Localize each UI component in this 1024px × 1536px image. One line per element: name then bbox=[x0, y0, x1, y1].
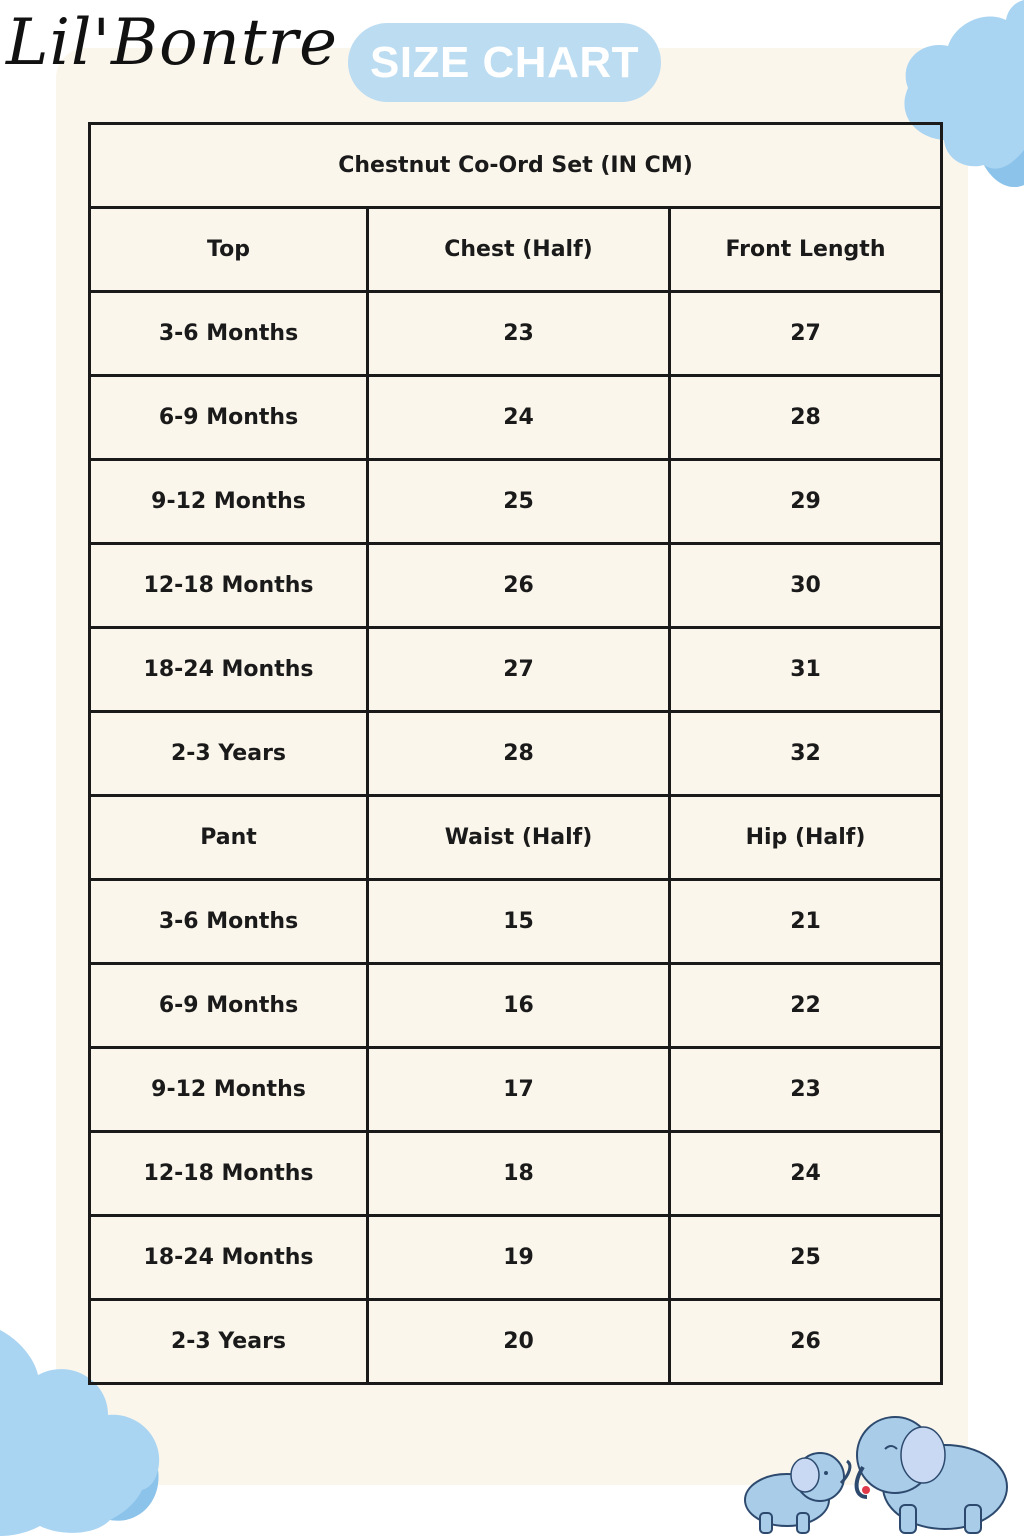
table-row-cell-2: 24 bbox=[368, 376, 670, 460]
table-row-cell-3: 26 bbox=[670, 1300, 942, 1384]
elephant-pair-icon bbox=[725, 1405, 1024, 1536]
table-row-cell-1: 6-9 Months bbox=[90, 964, 368, 1048]
table-row-cell-2: 15 bbox=[368, 880, 670, 964]
table-row-cell-1: 3-6 Months bbox=[90, 292, 368, 376]
table-row-cell-3: 28 bbox=[670, 376, 942, 460]
table-row bbox=[90, 1132, 942, 1216]
table-row-cell-3: 23 bbox=[670, 1048, 942, 1132]
pant-section-header-row bbox=[90, 796, 942, 880]
table-row-cell-2: 20 bbox=[368, 1300, 670, 1384]
table-row bbox=[90, 460, 942, 544]
table-row-cell-1: 9-12 Months bbox=[90, 460, 368, 544]
table-row bbox=[90, 712, 942, 796]
table-caption-row bbox=[90, 124, 942, 208]
table-row-cell-1: 3-6 Months bbox=[90, 880, 368, 964]
table-row-cell-2: 26 bbox=[368, 544, 670, 628]
table-row-cell-1: 12-18 Months bbox=[90, 544, 368, 628]
pant-section-header-row-cell-3: Hip (Half) bbox=[670, 796, 942, 880]
top-section-header-row-cell-1: Top bbox=[90, 208, 368, 292]
table-row-cell-1: 18-24 Months bbox=[90, 628, 368, 712]
brand-logo-text: Lil'Bontre bbox=[6, 6, 338, 80]
table-row-cell-1: 2-3 Years bbox=[90, 1300, 368, 1384]
table-row-cell-1: 6-9 Months bbox=[90, 376, 368, 460]
table-row bbox=[90, 376, 942, 460]
table-row-cell-2: 17 bbox=[368, 1048, 670, 1132]
brand-logo bbox=[0, 0, 338, 110]
table-row-cell-3: 27 bbox=[670, 292, 942, 376]
table-row-cell-2: 25 bbox=[368, 460, 670, 544]
table-row-cell-2: 28 bbox=[368, 712, 670, 796]
table-row-cell-3: 25 bbox=[670, 1216, 942, 1300]
pant-section-header-row-cell-2: Waist (Half) bbox=[368, 796, 670, 880]
table-row-cell-2: 23 bbox=[368, 292, 670, 376]
table-row bbox=[90, 1216, 942, 1300]
table-row-cell-2: 19 bbox=[368, 1216, 670, 1300]
table-row bbox=[90, 544, 942, 628]
table-row bbox=[90, 628, 942, 712]
top-section-header-row-cell-3: Front Length bbox=[670, 208, 942, 292]
size-chart-table bbox=[88, 122, 943, 1385]
table-row-cell-1: 2-3 Years bbox=[90, 712, 368, 796]
table-row bbox=[90, 1048, 942, 1132]
table-row-cell-3: 21 bbox=[670, 880, 942, 964]
top-section-header-row bbox=[90, 208, 942, 292]
table-row bbox=[90, 1300, 942, 1384]
table-row bbox=[90, 292, 942, 376]
table-row-cell-1: 9-12 Months bbox=[90, 1048, 368, 1132]
table-row-cell-3: 29 bbox=[670, 460, 942, 544]
table-row bbox=[90, 880, 942, 964]
table-row-cell-2: 27 bbox=[368, 628, 670, 712]
table-caption: Chestnut Co-Ord Set (IN CM) bbox=[90, 124, 942, 208]
pant-section-header-row-cell-1: Pant bbox=[90, 796, 368, 880]
table-row-cell-1: 18-24 Months bbox=[90, 1216, 368, 1300]
table-row-cell-3: 31 bbox=[670, 628, 942, 712]
table-row-cell-2: 18 bbox=[368, 1132, 670, 1216]
table-row bbox=[90, 964, 942, 1048]
top-section-header-row-cell-2: Chest (Half) bbox=[368, 208, 670, 292]
table-row-cell-3: 24 bbox=[670, 1132, 942, 1216]
table-row-cell-1: 12-18 Months bbox=[90, 1132, 368, 1216]
page-title: SIZE CHART bbox=[348, 23, 661, 102]
table-row-cell-3: 32 bbox=[670, 712, 942, 796]
table-row-cell-3: 22 bbox=[670, 964, 942, 1048]
table-row-cell-2: 16 bbox=[368, 964, 670, 1048]
table-row-cell-3: 30 bbox=[670, 544, 942, 628]
